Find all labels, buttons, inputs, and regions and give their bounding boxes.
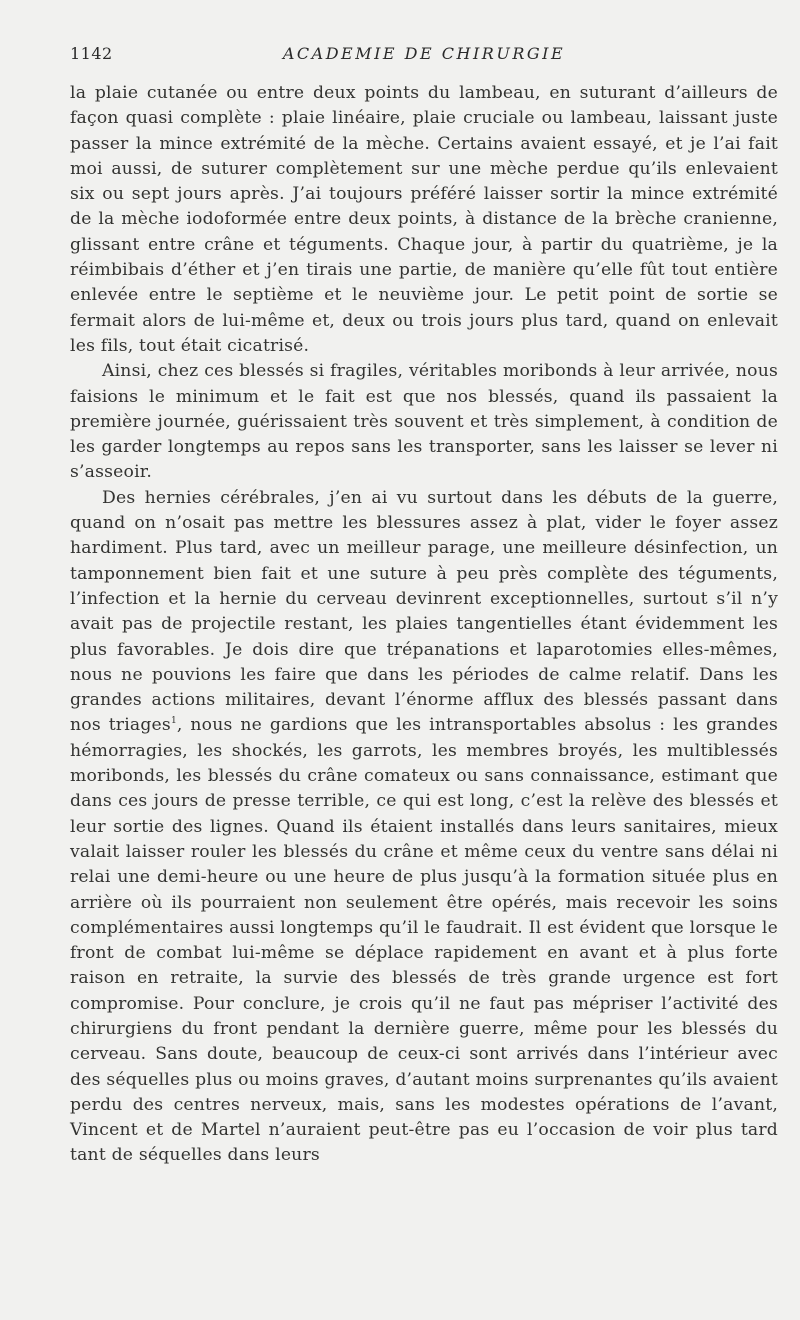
paragraph: Ainsi, chez ces blessés si fragiles, véritables moribonds à leur arrivée, nous faisions le minimum et le fait est que nos blessés, quand ils passaient la première journée, guérissaient très souvent et très simplement, à condition de les garder longtemps au repos sans les transporter, sans les laisser se lever ni s’asseoir. (70, 361, 778, 483)
paragraph: la plaie cutanée ou entre deux points du lambeau, en suturant d’ailleurs de façon quasi complète : plaie linéaire, plaie cruciale ou lambeau, laissant juste passer la mince extrémité de la mèche. Certains avaient essayé, et je l’ai fait moi aussi, de suturer complètement sur une mèche perdue qu’ils enlevaient six ou sept jours après. J’ai toujours préféré laisser sortir la mince extrémité de la mèche iodoformée entre deux points, à distance de la brèche cranienne, glissant entre crâne et téguments. Chaque jour, à partir du quatrième, je la réimbibais d’éther et j’en tirais une partie, de manière qu’elle fût tout entière enlevée entre le septième et le neuvième jour. Le petit point de sortie se fermait alors de lui-même et, deux ou trois jours plus tard, quand on enlevait les fils, tout était cicatrisé. (70, 83, 778, 356)
running-title: ACADEMIE DE CHIRURGIE (282, 44, 566, 63)
footnote-mark[interactable]: 1 (170, 716, 177, 727)
page-header (70, 44, 778, 66)
page-number: 1142 (70, 44, 113, 63)
body-text (70, 81, 778, 1169)
paragraph-text: Des hernies cérébrales, j’en ai vu surtout dans les débuts de la guerre, quand on n’osait pas mettre les blessures assez à plat, vider le foyer assez hardiment. Plus tard, avec un meilleur parage, une meilleure désinfection, un tamponnement bien fait et une suture à peu près complète des téguments, l’infection et la hernie du cerveau devinrent exceptionnelles, surtout s’il n’y avait pas de projectile restant, les plaies tangentielles étant évidemment les plus favorables. Je dois dire que trépanations et laparotomies elles-mêmes, nous ne pouvions les faire que dans les périodes de calme relatif. Dans les grandes actions militaires, devant l’énorme afflux des blessés passant dans nos triages (70, 487, 778, 736)
paragraph (70, 486, 778, 1169)
paragraph-text: , nous ne gardions que les intransportables absolus : les grandes hémorragies, les shockés, les garrots, les membres broyés, les multiblessés moribonds, les blessés du crâne comateux ou sans connaissance, estimant que dans ces jours de presse terrible, ce qui est long, c’est la relève des blessés et leur sortie des lignes. Quand ils étaient installés dans leurs sanitaires, mieux valait laisser rouler les blessés du crâne et même ceux du ventre sans délai ni relai une demi-heure ou une heure de plus jusqu’à la formation située plus en arrière où ils pourraient non seulement être opérés, mais recevoir les soins complémentaires aussi longtemps qu’il le faudrait. Il est évident que lorsque le front de combat lui-même se déplace rapidement en avant et à plus forte raison en retraite, la survie des blessés de très grande urgence est fort compromise. Pour conclure, je crois qu’il ne faut pas mépriser l’activité des chirurgiens du front pendant la dernière guerre, même pour les blessés du cerveau. Sans doute, beaucoup de ceux-ci sont arrivés dans l’intérieur avec des séquelles plus ou moins graves, d’autant moins surprenantes qu’ils avaient perdu des centres nerveux, mais, sans les modestes opérations de l’avant, Vincent et de Martel n’auraient peut-être pas eu l’occasion de voir plus tard tant de séquelles dans leurs (70, 715, 778, 1166)
